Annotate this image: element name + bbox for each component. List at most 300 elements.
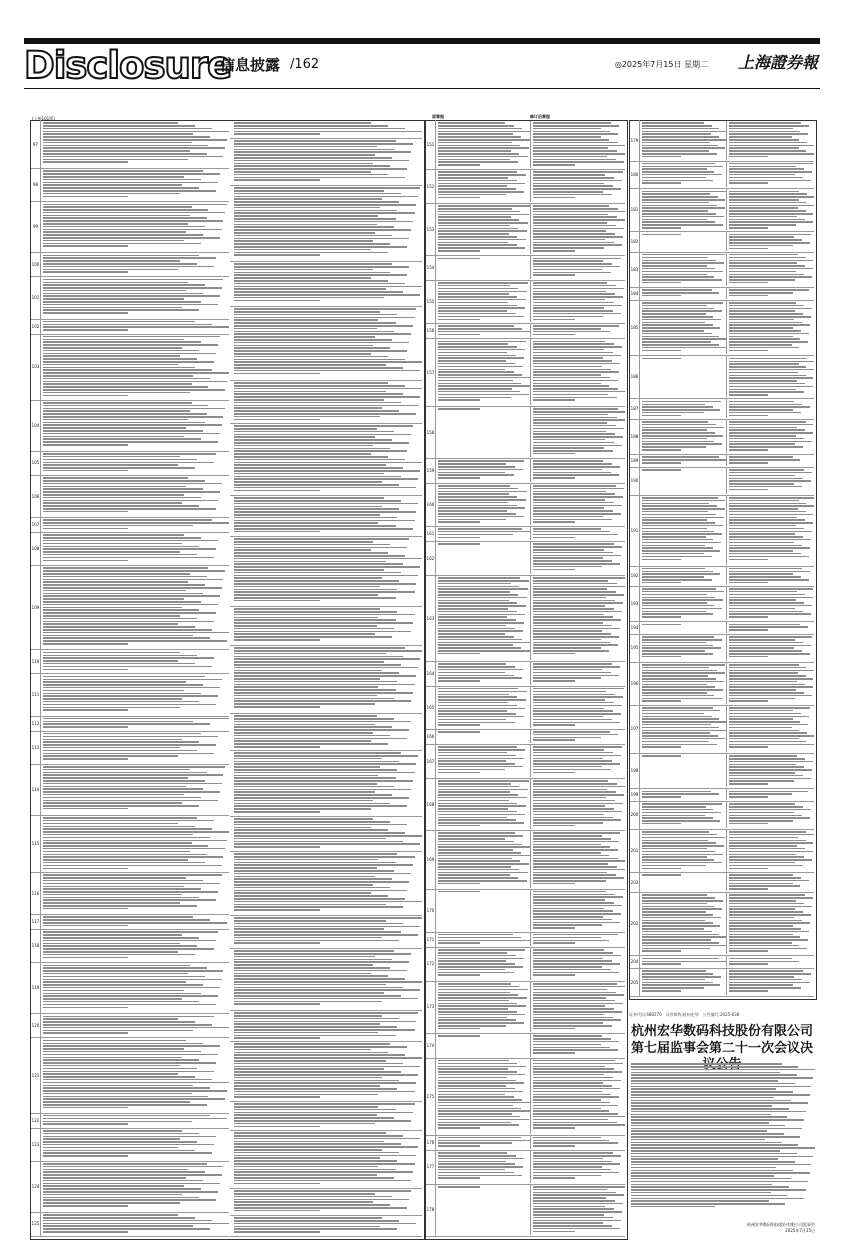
text-line — [234, 821, 390, 823]
text-line — [43, 967, 207, 969]
text-line — [642, 553, 704, 555]
text-line — [43, 477, 188, 479]
text-line — [729, 489, 768, 491]
text-line — [729, 505, 814, 507]
text-line — [234, 450, 407, 452]
text-line — [729, 636, 812, 638]
text-line — [234, 413, 416, 415]
text-line — [631, 1128, 802, 1130]
text-line — [438, 513, 516, 515]
text-line — [533, 817, 613, 819]
text-line — [533, 159, 616, 161]
table-row — [426, 541, 625, 576]
text-line — [533, 1137, 601, 1139]
text-line — [234, 805, 407, 807]
original-text-cell — [640, 189, 727, 230]
revised-text-cell — [531, 779, 626, 829]
text-line — [729, 508, 798, 510]
original-text-cell — [640, 635, 727, 661]
text-line — [43, 1202, 180, 1204]
text-line — [438, 502, 508, 504]
text-line — [43, 1191, 218, 1193]
text-line — [43, 386, 208, 388]
text-line — [631, 1200, 769, 1202]
text-line — [533, 955, 622, 957]
original-text-cell — [436, 1185, 531, 1235]
text-line — [234, 975, 388, 977]
text-line — [234, 758, 382, 760]
text-line — [729, 377, 813, 379]
text-line — [533, 331, 610, 333]
text-line — [533, 502, 614, 504]
text-cell — [232, 307, 422, 379]
text-line — [729, 446, 803, 448]
text-line — [234, 743, 388, 745]
text-line — [438, 491, 527, 493]
table-row — [426, 1135, 625, 1151]
text-line — [729, 147, 799, 149]
text-line — [438, 331, 531, 333]
text-line — [533, 650, 610, 652]
text-line — [729, 979, 802, 981]
text-line — [729, 391, 804, 393]
text-line — [438, 860, 520, 862]
text-line — [729, 780, 794, 782]
text-line — [234, 419, 320, 421]
text-line — [438, 197, 480, 199]
text-line — [234, 1210, 320, 1212]
text-line — [234, 937, 382, 939]
text-line — [43, 209, 208, 211]
text-line — [533, 491, 607, 493]
row-number: 116 — [31, 872, 41, 914]
newspaper-logo: 上海證券報 — [737, 53, 818, 72]
row-number: 198 — [630, 753, 640, 788]
text-line — [642, 817, 713, 819]
text-line — [729, 976, 794, 978]
table-row — [630, 300, 814, 357]
text-line — [729, 939, 808, 941]
text-line — [234, 1003, 320, 1005]
text-line — [43, 1079, 212, 1081]
original-text-cell — [436, 933, 531, 946]
text-line — [729, 880, 809, 882]
revised-text-cell — [531, 1151, 626, 1183]
text-line — [438, 150, 511, 152]
text-line — [234, 1057, 422, 1059]
text-line — [43, 739, 182, 741]
text-line — [729, 406, 810, 408]
text-line — [43, 663, 195, 665]
text-line — [438, 789, 528, 791]
text-line — [642, 519, 707, 521]
text-line — [642, 274, 707, 276]
row-number: 157 — [426, 338, 436, 406]
issue-date: ◎2025年7月15日 星期二 — [614, 60, 708, 69]
row-number: 187 — [630, 398, 640, 418]
text-line — [43, 1024, 212, 1026]
text-line — [533, 291, 607, 293]
text-line — [729, 931, 809, 933]
text-line — [438, 328, 522, 330]
text-line — [642, 588, 716, 590]
original-text-cell — [436, 170, 531, 202]
text-line — [729, 950, 768, 952]
text-line — [234, 628, 394, 630]
text-line — [234, 791, 375, 793]
text-line — [43, 459, 197, 461]
revised-text-cell — [531, 1034, 626, 1057]
text-line — [43, 266, 214, 268]
text-cell — [232, 817, 422, 850]
text-line — [234, 339, 392, 341]
text-line — [438, 1005, 526, 1007]
text-line — [729, 791, 808, 793]
text-line — [234, 359, 405, 361]
text-line — [43, 410, 190, 412]
text-line — [43, 593, 203, 595]
text-line — [43, 480, 205, 482]
text-line — [729, 611, 803, 613]
text-line — [438, 710, 507, 712]
text-line — [43, 797, 201, 799]
table-row — [230, 915, 422, 949]
text-line — [438, 499, 526, 501]
text-line — [533, 577, 626, 579]
text-line — [438, 838, 505, 840]
text-line — [631, 1136, 800, 1138]
text-line — [533, 860, 626, 862]
text-line — [43, 298, 184, 300]
text-line — [43, 237, 220, 239]
text-line — [642, 153, 717, 155]
text-line — [234, 721, 411, 723]
text-line — [234, 818, 373, 820]
text-line — [729, 519, 805, 521]
text-line — [438, 760, 506, 762]
text-line — [43, 883, 220, 885]
table-row — [630, 231, 814, 252]
text-line — [438, 460, 524, 462]
text-line — [234, 215, 378, 217]
text-line — [631, 1097, 774, 1099]
text-line — [729, 716, 809, 718]
row-number: 156 — [426, 323, 436, 338]
text-line — [729, 459, 800, 461]
text-line — [43, 970, 223, 972]
text-line — [533, 191, 604, 193]
text-line — [533, 531, 610, 533]
text-line — [43, 981, 186, 983]
table-row — [31, 1161, 229, 1213]
text-line — [234, 353, 371, 355]
text-line — [234, 766, 380, 768]
text-line — [234, 783, 377, 785]
table-row — [230, 423, 422, 496]
text-line — [438, 219, 519, 221]
text-line — [642, 404, 705, 406]
text-line — [43, 282, 188, 284]
text-line — [533, 666, 621, 668]
text-line — [729, 412, 801, 414]
text-line — [438, 239, 526, 241]
text-cell — [41, 873, 229, 913]
text-line — [43, 389, 225, 391]
text-line — [533, 453, 576, 455]
text-line — [43, 632, 229, 634]
text-line — [234, 566, 420, 568]
text-line — [533, 1105, 619, 1107]
text-line — [533, 752, 613, 754]
text-line — [438, 763, 515, 765]
row-number: 192 — [630, 566, 640, 586]
text-line — [631, 1186, 789, 1188]
text-line — [43, 1214, 178, 1216]
text-line — [642, 942, 719, 944]
text-line — [234, 686, 378, 688]
text-line — [234, 331, 394, 333]
table-row — [31, 334, 229, 401]
text-line — [438, 1074, 525, 1076]
text-line — [234, 700, 411, 702]
text-line — [642, 806, 706, 808]
text-line — [533, 1200, 615, 1202]
text-line — [43, 718, 229, 720]
text-line — [234, 995, 401, 997]
table-row — [630, 161, 814, 190]
text-line — [43, 637, 210, 639]
text-line — [642, 322, 705, 324]
text-line — [438, 1096, 514, 1098]
text-line — [43, 245, 128, 247]
text-line — [234, 291, 403, 293]
text-line — [729, 319, 794, 321]
text-line — [438, 1186, 480, 1188]
text-line — [631, 1066, 798, 1068]
text-line — [234, 1120, 411, 1122]
revised-text-cell — [531, 982, 626, 1032]
text-line — [729, 741, 806, 743]
text-line — [43, 1107, 128, 1109]
text-line — [438, 385, 530, 387]
text-line — [438, 1077, 507, 1079]
text-line — [438, 1063, 517, 1065]
text-line — [729, 755, 797, 757]
text-line — [642, 700, 681, 702]
text-line — [642, 193, 710, 195]
revised-text-cell — [531, 890, 626, 931]
text-line — [438, 586, 519, 588]
text-line — [43, 361, 214, 363]
text-line — [729, 310, 795, 312]
table-row — [426, 280, 625, 324]
text-line — [729, 196, 814, 198]
text-line — [234, 775, 378, 777]
signature-date: 2025年7月15日 — [785, 1228, 815, 1233]
text-line — [43, 721, 193, 723]
text-line — [43, 842, 192, 844]
text-line — [43, 534, 184, 536]
text-cell — [41, 674, 229, 714]
text-line — [533, 763, 621, 765]
text-line — [438, 869, 519, 871]
text-line — [642, 122, 704, 124]
text-line — [234, 436, 375, 438]
text-line — [438, 966, 523, 968]
text-line — [631, 1206, 715, 1208]
row-number: 188 — [630, 419, 640, 454]
text-line — [43, 502, 182, 504]
text-line — [642, 689, 723, 691]
text-line — [533, 808, 614, 810]
text-line — [43, 769, 190, 771]
text-line — [43, 823, 178, 825]
table-row — [630, 586, 814, 622]
text-line — [234, 772, 415, 774]
text-line — [533, 1203, 624, 1205]
original-text-cell — [436, 948, 531, 980]
text-line — [642, 462, 681, 464]
text-line — [234, 1183, 320, 1185]
text-line — [43, 1087, 210, 1089]
text-line — [438, 352, 507, 354]
text-line — [729, 758, 805, 760]
text-line — [642, 948, 710, 950]
text-line — [438, 510, 507, 512]
text-line — [533, 1122, 617, 1124]
text-line — [43, 1051, 201, 1053]
text-line — [43, 990, 184, 992]
text-line — [642, 796, 681, 798]
text-line — [438, 1003, 517, 1005]
text-line — [642, 653, 713, 655]
text-line — [642, 862, 722, 864]
text-line — [43, 1071, 214, 1073]
text-line — [642, 597, 715, 599]
text-line — [729, 982, 810, 984]
text-line — [533, 269, 603, 271]
text-line — [43, 307, 182, 309]
text-line — [43, 723, 210, 725]
text-line — [438, 653, 480, 655]
text-line — [533, 1082, 604, 1084]
text-line — [438, 357, 524, 359]
text-line — [642, 672, 725, 674]
text-line — [43, 899, 216, 901]
text-line — [438, 636, 514, 638]
text-line — [642, 851, 715, 853]
text-line — [43, 364, 178, 366]
text-line — [533, 1071, 623, 1073]
row-number: 158 — [426, 406, 436, 458]
text-line — [642, 820, 720, 822]
text-line — [438, 1142, 512, 1144]
text-line — [43, 284, 205, 286]
text-line — [234, 385, 405, 387]
text-cell — [41, 401, 229, 450]
text-line — [234, 1112, 413, 1114]
text-line — [43, 196, 128, 198]
text-cell — [232, 1042, 422, 1100]
text-line — [533, 803, 624, 805]
text-line — [729, 862, 795, 864]
text-line — [438, 1119, 529, 1121]
text-line — [43, 1104, 207, 1106]
text-line — [43, 676, 205, 678]
text-line — [43, 557, 214, 559]
text-line — [438, 469, 523, 471]
section-name-english: Disclosure — [24, 44, 232, 87]
text-line — [438, 349, 525, 351]
text-line — [43, 156, 223, 158]
text-cell — [41, 650, 229, 672]
text-line — [642, 441, 714, 443]
text-line — [43, 1177, 186, 1179]
table-row — [630, 398, 814, 419]
table-row — [630, 829, 814, 873]
text-line — [438, 1025, 506, 1027]
text-line — [234, 179, 320, 181]
text-line — [533, 896, 624, 898]
text-line — [43, 679, 222, 681]
text-line — [642, 803, 722, 805]
text-line — [642, 415, 681, 417]
table-row — [630, 968, 814, 997]
text-line — [43, 940, 216, 942]
text-line — [43, 601, 201, 603]
text-line — [533, 493, 615, 495]
text-line — [234, 577, 382, 579]
text-line — [642, 350, 681, 352]
original-text-cell — [640, 663, 727, 704]
text-line — [43, 223, 188, 225]
text-line — [729, 831, 806, 833]
text-line — [729, 689, 796, 691]
text-line — [234, 664, 401, 666]
text-line — [438, 391, 520, 393]
text-line — [234, 1135, 403, 1137]
text-line — [631, 1063, 782, 1065]
text-line — [234, 1220, 399, 1222]
text-line — [234, 653, 386, 655]
text-line — [729, 313, 803, 315]
text-line — [43, 226, 205, 228]
text-line — [631, 1172, 810, 1174]
text-line — [438, 832, 515, 834]
text-line — [642, 338, 727, 340]
text-line — [631, 1147, 815, 1149]
text-line — [642, 931, 712, 933]
text-line — [533, 960, 612, 962]
text-line — [729, 914, 811, 916]
original-text-cell — [640, 496, 727, 565]
text-line — [729, 815, 802, 817]
text-cell — [232, 121, 422, 137]
text-line — [43, 263, 197, 265]
text-line — [234, 165, 390, 167]
text-line — [642, 732, 710, 734]
text-line — [234, 431, 394, 433]
text-line — [729, 279, 795, 281]
text-line — [438, 955, 516, 957]
text-line — [533, 250, 576, 252]
text-line — [533, 614, 605, 616]
text-line — [631, 1080, 778, 1082]
text-line — [642, 579, 712, 581]
text-line — [533, 919, 612, 921]
text-line — [438, 841, 514, 843]
text-line — [234, 470, 420, 472]
